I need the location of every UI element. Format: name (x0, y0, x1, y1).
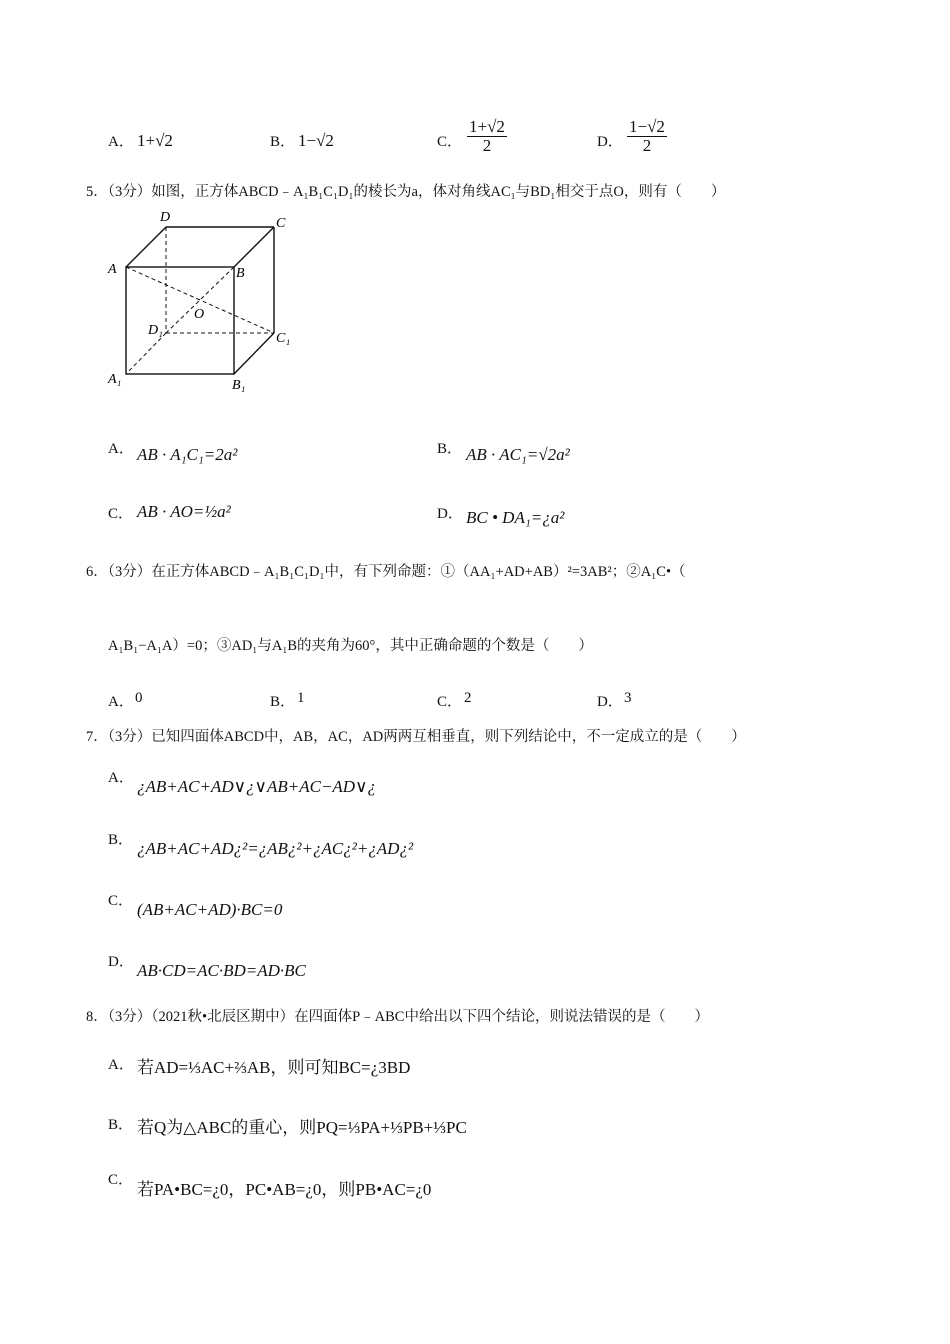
q8-option-a-expr: 若AD=⅓AC+⅔AB，则可知BC=¿3BD (137, 1058, 411, 1077)
label-a: A (108, 262, 117, 277)
q4-option-a-expr: 1+√2 (137, 131, 173, 150)
diag-b-d1 (166, 267, 234, 333)
q5-option-a-expr: AB · A₁C₁=2a² (137, 445, 238, 464)
edge-d1-a1 (126, 333, 166, 374)
q6-option-a-label: A． (108, 694, 134, 710)
q6-option-c-label: C． (437, 694, 463, 710)
q5-option-c-label: C． (108, 506, 134, 522)
cube-figure (100, 205, 310, 400)
label-o: O (194, 307, 205, 322)
q5-option-c-expr: AB · AO=½a² (137, 502, 231, 521)
q7-option-a-label: A． (108, 770, 134, 786)
q4-option-b-expr: 1−√2 (298, 131, 334, 150)
q4-c-numerator: 1+√2 (469, 117, 505, 136)
label-d: D (160, 210, 171, 225)
q7-option-d-expr: AB·CD=AC·BD=AD·BC (137, 961, 306, 980)
q7-option-b-expr: ¿AB+AC+AD¿²=¿AB¿²+¿AC¿²+¿AD¿² (137, 839, 414, 858)
q8-option-a-label: A． (108, 1057, 134, 1073)
q5-option-d-label: D． (437, 506, 463, 522)
q6-option-a-value: 0 (135, 690, 143, 706)
q6-option-b-label: B． (270, 694, 296, 710)
q7-stem: 7．（3分）已知四面体ABCD中，AB，AC，AD两两互相垂直，则下列结论中，不一定成立的是（ ） (86, 729, 746, 745)
q6-option-b-value: 1 (297, 690, 305, 706)
q7-option-a-expr: ¿AB+AC+AD∨¿∨AB+AC−AD∨¿ (137, 777, 377, 796)
q5-option-b-label: B． (437, 441, 463, 457)
q7-option-b-label: B． (108, 832, 134, 848)
q4-option-a-label: A． (108, 134, 134, 150)
label-c: C (276, 216, 286, 231)
q5-option-a-label: A． (108, 441, 134, 457)
q5-option-b-expr: AB · AC₁=√2a² (466, 445, 570, 464)
q4-d-denominator: 2 (642, 135, 652, 155)
q4-option-d-expr (626, 118, 668, 155)
edge-a-d (126, 227, 166, 267)
q8-option-b-label: B． (108, 1117, 134, 1133)
label-a1: A₁ (108, 372, 122, 387)
q4-d-numerator: 1−√2 (629, 117, 665, 136)
label-b: B (236, 266, 245, 281)
label-d1: D₁ (148, 323, 163, 338)
q7-option-c-label: C． (108, 893, 134, 909)
q6-stem-line2: A₁B₁−A₁A）=0；③AD₁与A₁B的夹角为60°，其中正确命题的个数是（ ） (108, 638, 593, 654)
q4-option-c-expr (466, 118, 508, 155)
q8-option-c-label: C． (108, 1172, 134, 1188)
q7-option-d-label: D． (108, 954, 134, 970)
q4-option-c-label: C． (437, 134, 463, 150)
q7-option-c-expr: (AB+AC+AD)·BC=0 (137, 900, 283, 919)
label-b1: B₁ (232, 378, 246, 393)
q5-stem: 5．（3分）如图，正方体ABCD﹣A₁B₁C₁D₁的棱长为a，体对角线AC₁与BD₁相交于点O，则有（ ） (86, 184, 726, 200)
q8-option-b-expr: 若Q为△ABC的重心，则PQ=⅓PA+⅓PB+⅓PC (137, 1118, 467, 1137)
q4-option-d-label: D． (597, 134, 623, 150)
edge-b-c (234, 227, 274, 267)
q8-stem: 8．（3分）（2021秋•北辰区期中）在四面体P﹣ABC中给出以下四个结论，则说法错误的是（ ） (86, 1009, 709, 1025)
q6-option-d-value: 3 (624, 690, 632, 706)
q6-option-d-label: D． (597, 694, 623, 710)
q6-stem-line1: 6．（3分）在正方体ABCD﹣A₁B₁C₁D₁中，有下列命题：①（AA₁+AD+AB）²=3AB²；②A₁C•（ (86, 564, 686, 580)
label-c1: C₁ (276, 331, 291, 346)
q4-c-denominator: 2 (482, 135, 492, 155)
q8-option-c-expr: 若PA•BC=¿0，PC•AB=¿0，则PB•AC=¿0 (137, 1180, 432, 1199)
q4-option-b-label: B． (270, 134, 296, 150)
q6-option-c-value: 2 (464, 690, 472, 706)
q5-option-d-expr: BC • DA₁=¿a² (466, 508, 565, 527)
edge-b1-c1 (234, 333, 274, 374)
